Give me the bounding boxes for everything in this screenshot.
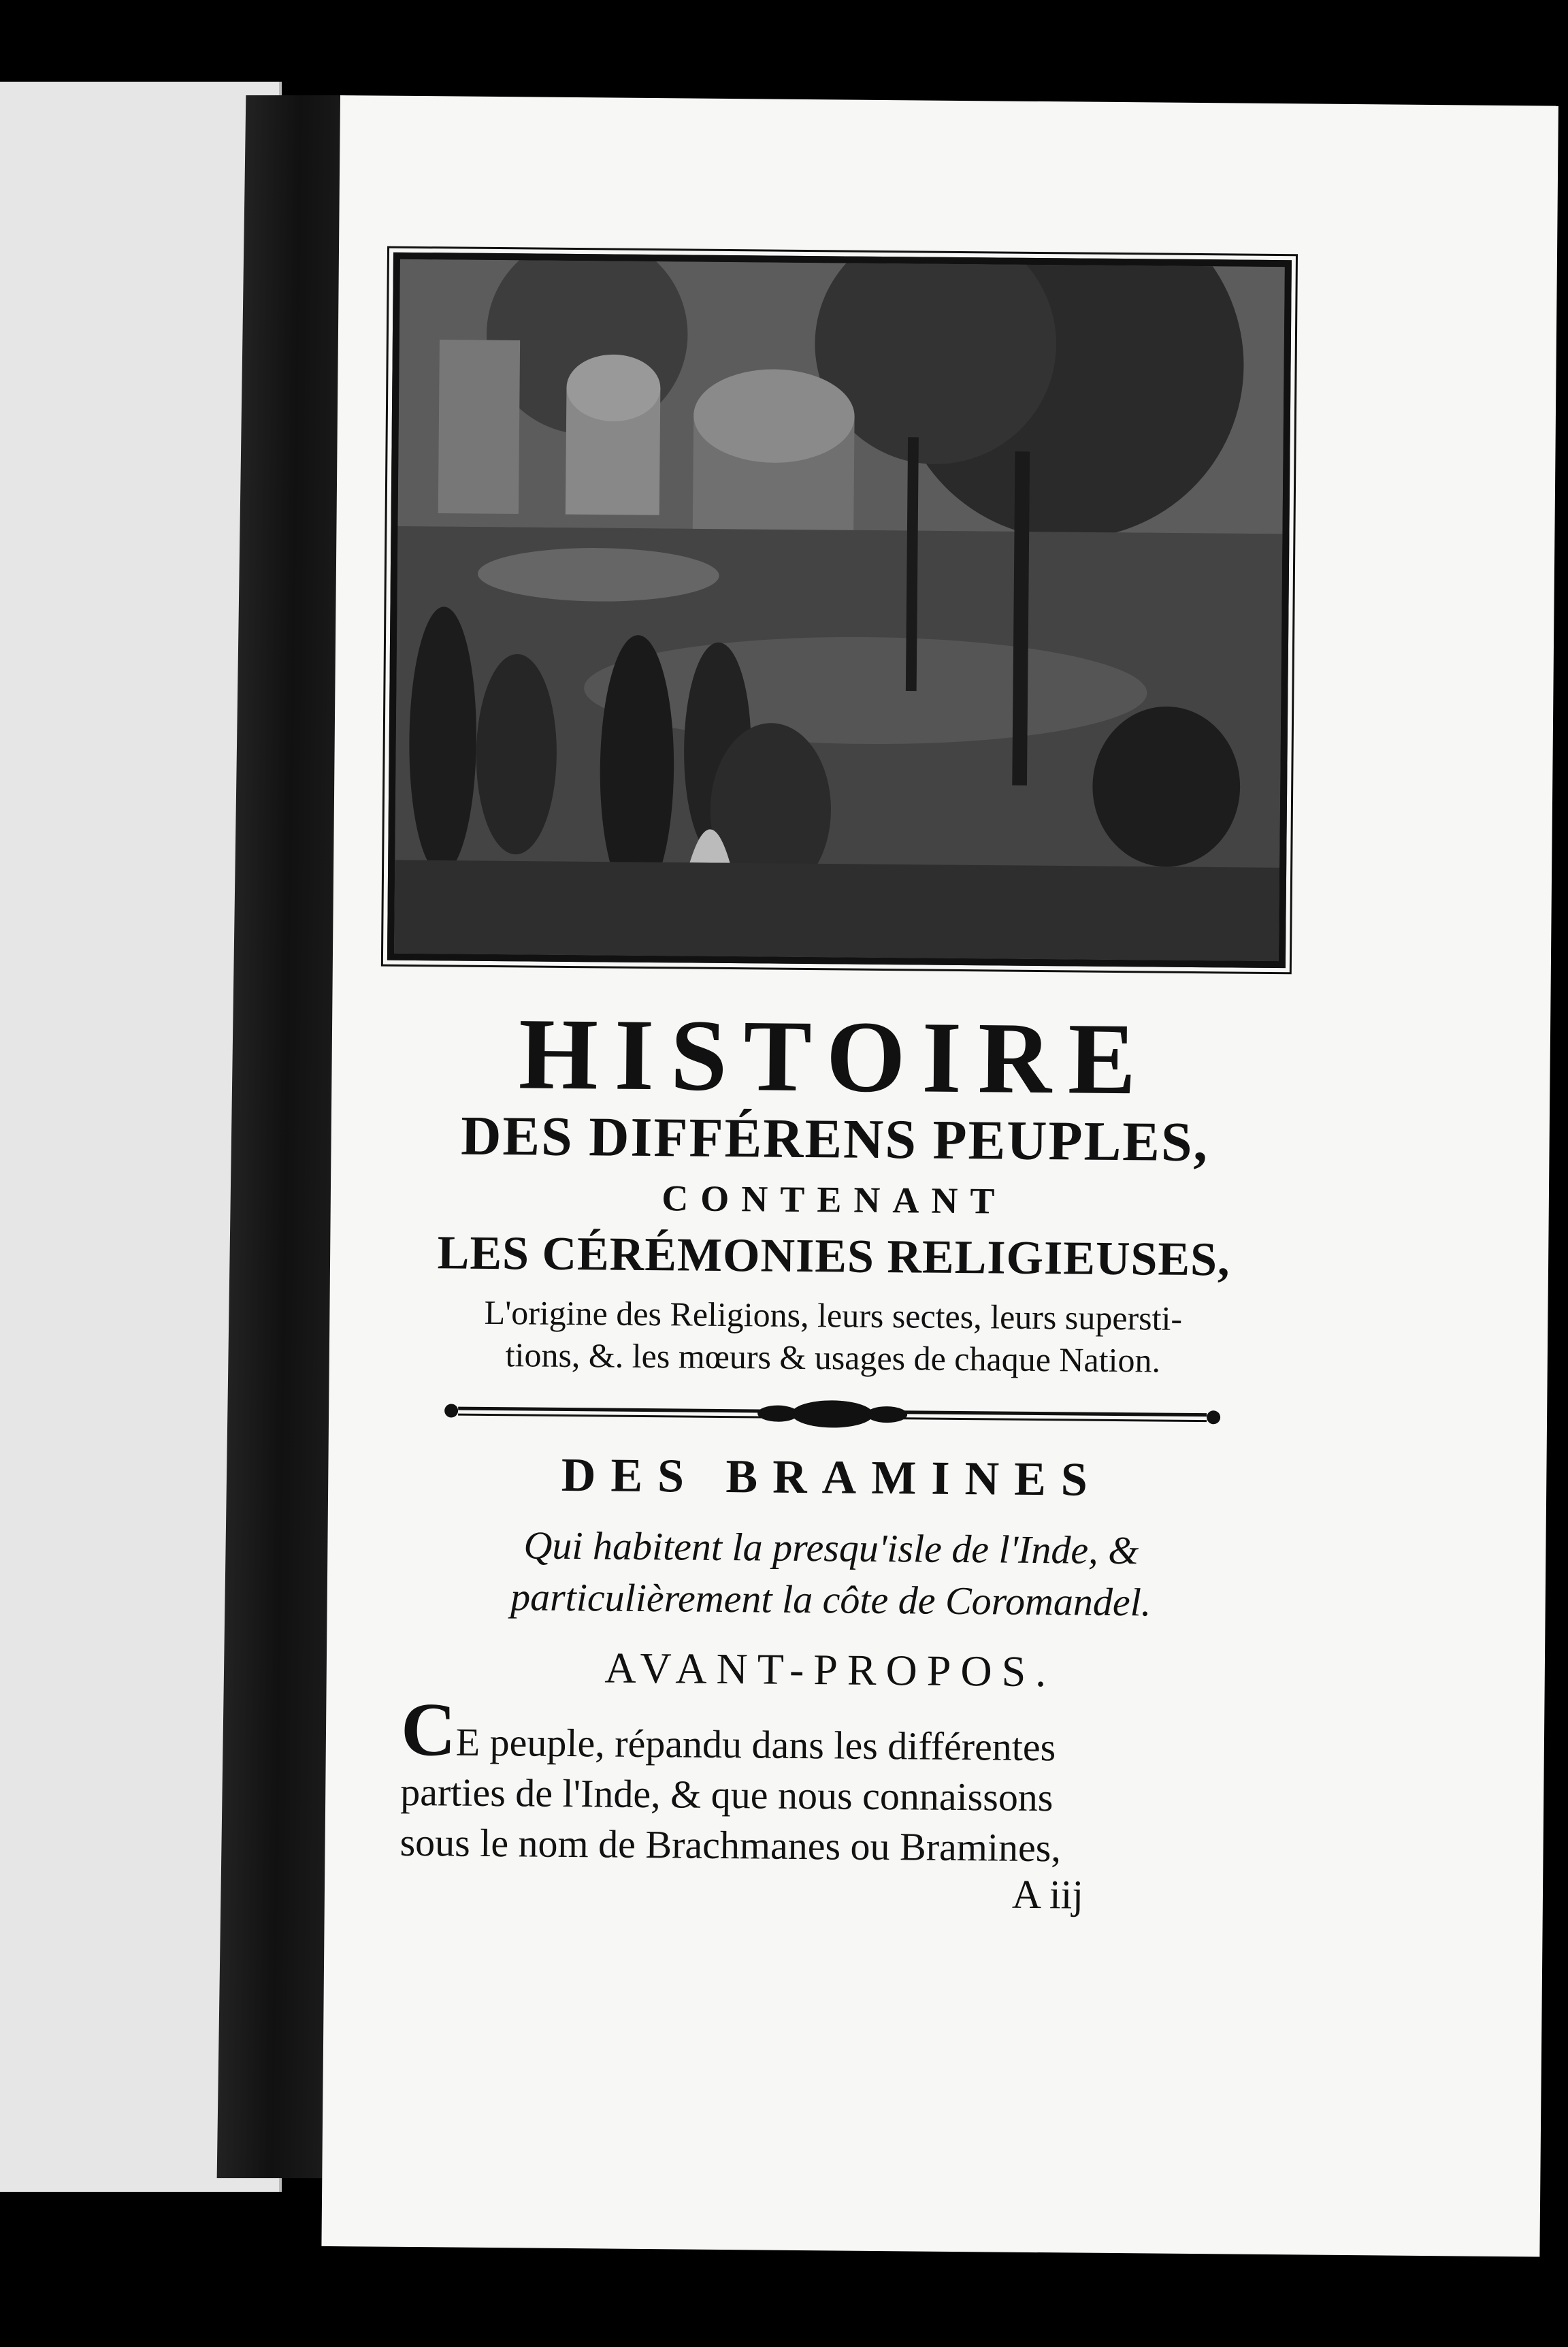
engraving-illustration-icon	[387, 253, 1292, 968]
body-line-3: sous le nom de Brachmanes ou Bramines,	[399, 1819, 1062, 1871]
body-paragraph	[399, 1687, 1279, 1875]
section-subtitle-line-1: Qui habitent la presqu'isle de l'Inde, &	[523, 1523, 1139, 1573]
body-line-1	[400, 1687, 1279, 1775]
decorative-rule-ornament-icon	[438, 1393, 1227, 1434]
section-subtitle-line-2: particulièrement la côte de Coromandel.	[510, 1574, 1152, 1625]
avant-propos-heading: AVANT-PROPOS.	[604, 1643, 1056, 1696]
body-line-1-text: E peuple, répandu dans les différentes	[455, 1719, 1056, 1770]
section-title: DES BRAMINES	[561, 1448, 1103, 1506]
origin-line-1: L'origine des Religions, leurs sectes, leurs supersti-	[484, 1293, 1183, 1338]
page-title: HISTOIRE	[518, 997, 1154, 1116]
body-line-2: parties de l'Inde, & que nous connaissons	[399, 1769, 1054, 1820]
section-subtitle	[381, 1519, 1280, 1630]
origin-line-2: tions, &. les mœurs & usages de chaque Nation.	[505, 1336, 1161, 1380]
contenant-heading: CONTENANT	[662, 1178, 1007, 1222]
title-page	[321, 95, 1558, 2257]
origin-description	[384, 1291, 1283, 1383]
ceremonies-heading: LES CÉRÉMONIES RELIGIEUSES,	[437, 1227, 1230, 1286]
drop-cap: C	[400, 1687, 457, 1773]
signature-mark: A iij	[1011, 1871, 1084, 1917]
subtitle: DES DIFFÉRENS PEUPLES,	[460, 1104, 1209, 1174]
